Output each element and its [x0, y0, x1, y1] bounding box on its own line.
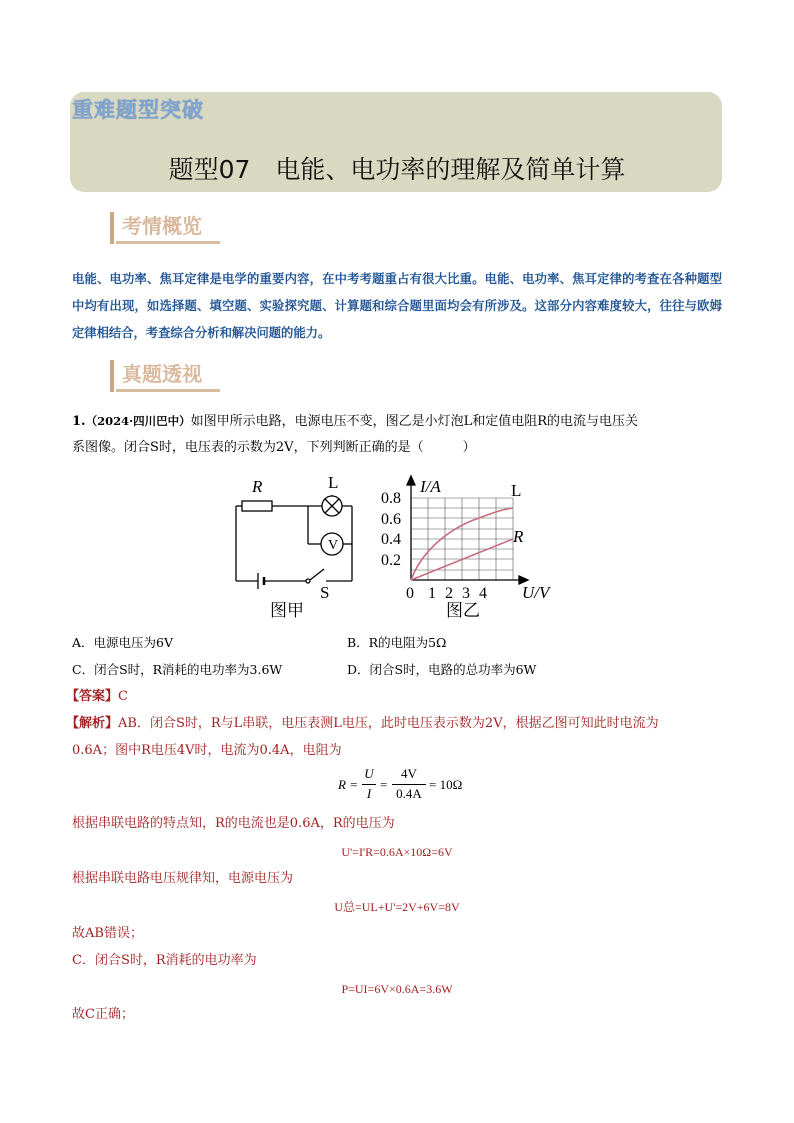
question-line-1 [72, 412, 638, 431]
page-title: 题型07 电能、电功率的理解及简单计算 [168, 155, 626, 184]
formula-numerator: 4V [401, 766, 417, 781]
analysis-line-4: 根据串联电路电压规律知，电源电压为 [72, 871, 294, 886]
answer-line [66, 688, 128, 706]
y-axis-label: I/A [420, 477, 441, 496]
banner-tag: 重难题型突破 [72, 98, 204, 122]
y-tick-label: 0.2 [381, 552, 401, 569]
circuit-caption: 图甲 [270, 601, 304, 620]
formula-numerator: U [364, 766, 374, 781]
option-b: B．R的电阻为5Ω [347, 635, 447, 650]
curve-l-label: L [511, 481, 522, 500]
switch-pivot [306, 579, 310, 583]
y-axis-arrow [407, 476, 415, 485]
fraction-bar [392, 784, 426, 785]
question-stem-1: 如图甲所示电路，电源电压不变，图乙是小灯泡L和定值电阻R的电流与电压关 [190, 414, 639, 429]
analysis-line-3: 根据串联电路的特点知，R的电流也是0.6A，R的电压为 [72, 816, 395, 831]
x-tick-label: 3 [462, 585, 470, 602]
circuit-diagram [228, 468, 368, 620]
formula-voltage-r: U'=I'R=0.6A×10Ω=6V [341, 845, 453, 859]
section-heading-text: 真题透视 [122, 362, 202, 386]
voltmeter-label: V [328, 538, 339, 553]
question-source: （2024·四川巴中） [85, 414, 191, 428]
x-tick-label: 4 [479, 585, 487, 602]
heading-accent-bar [110, 360, 114, 392]
resistor-label: R [252, 477, 263, 496]
section-heading-overview [102, 208, 222, 244]
formula-power: P=UI=6V×0.6A=3.6W [341, 982, 453, 996]
x-axis-label: U/V [522, 583, 550, 602]
formula-total-voltage: U总=UL+U'=2V+6V=8V [334, 900, 460, 914]
analysis-text-1: AB．闭合S时，R与L串联，电压表测L电压，此时电压表示数为2V，根据乙图可知此时电流为 [118, 716, 659, 731]
y-tick-label: 0.4 [381, 531, 401, 548]
graph-caption: 图乙 [446, 601, 480, 620]
analysis-line-5: 故AB错误； [72, 926, 143, 941]
formula-denominator: 0.4A [396, 786, 422, 801]
resistor-r [242, 501, 272, 511]
x-tick-label: 1 [428, 585, 436, 602]
option-d: D．闭合S时，电路的总功率为6W [347, 662, 537, 677]
switch-blade [310, 569, 324, 580]
question-number: 1. [72, 414, 86, 429]
curve-r-label: R [513, 527, 524, 546]
formula-lhs: R = [338, 777, 358, 792]
overview-paragraph: 电能、电功率、焦耳定律是电学的重要内容，在中考考题重占有很大比重。电能、电功率、焦耳定律的考查在各种题型中均有出现，如选择题、填空题、实验探究题、计算题和综合题里面均会有所涉及。这部分内容难度较大，往往与欧姆定律相结合，考查综合分析和解决问题的能力。 [72, 272, 722, 340]
question-line-2: 系图像。闭合S时，电压表的示数为2V，下列判断正确的是（ ） [72, 440, 476, 455]
answer-value: C [118, 689, 128, 704]
fraction-bar [362, 784, 376, 785]
analysis-line-6: C．闭合S时，R消耗的电功率为 [72, 953, 257, 968]
analysis-line-7: 故C正确； [72, 1007, 134, 1022]
iv-graph [370, 468, 560, 620]
formula-denominator: I [366, 786, 372, 801]
origin-label: 0 [406, 585, 414, 602]
y-tick-label: 0.6 [381, 511, 401, 528]
heading-underline [116, 389, 220, 392]
lamp-label: L [328, 473, 339, 492]
heading-underline [116, 241, 220, 244]
x-tick-label: 2 [445, 585, 453, 602]
formula-rhs: = 10Ω [429, 777, 463, 792]
y-tick-label: 0.8 [381, 490, 401, 507]
formula-equals: = [380, 777, 388, 792]
switch-label: S [320, 583, 330, 602]
heading-accent-bar [110, 212, 114, 244]
section-heading-real-questions [102, 356, 222, 392]
option-a: A．电源电压为6V [72, 635, 174, 650]
option-c: C．闭合S时，R消耗的电功率为3.6W [72, 662, 283, 677]
analysis-line-1 [66, 715, 659, 733]
section-heading-text: 考情概览 [122, 214, 202, 238]
answer-label: 【答案】 [66, 689, 119, 704]
analysis-line-2: 0.6A；图中R电压4V时，电流为0.4A，电阻为 [72, 743, 342, 758]
analysis-label: 【解析】 [66, 716, 119, 731]
